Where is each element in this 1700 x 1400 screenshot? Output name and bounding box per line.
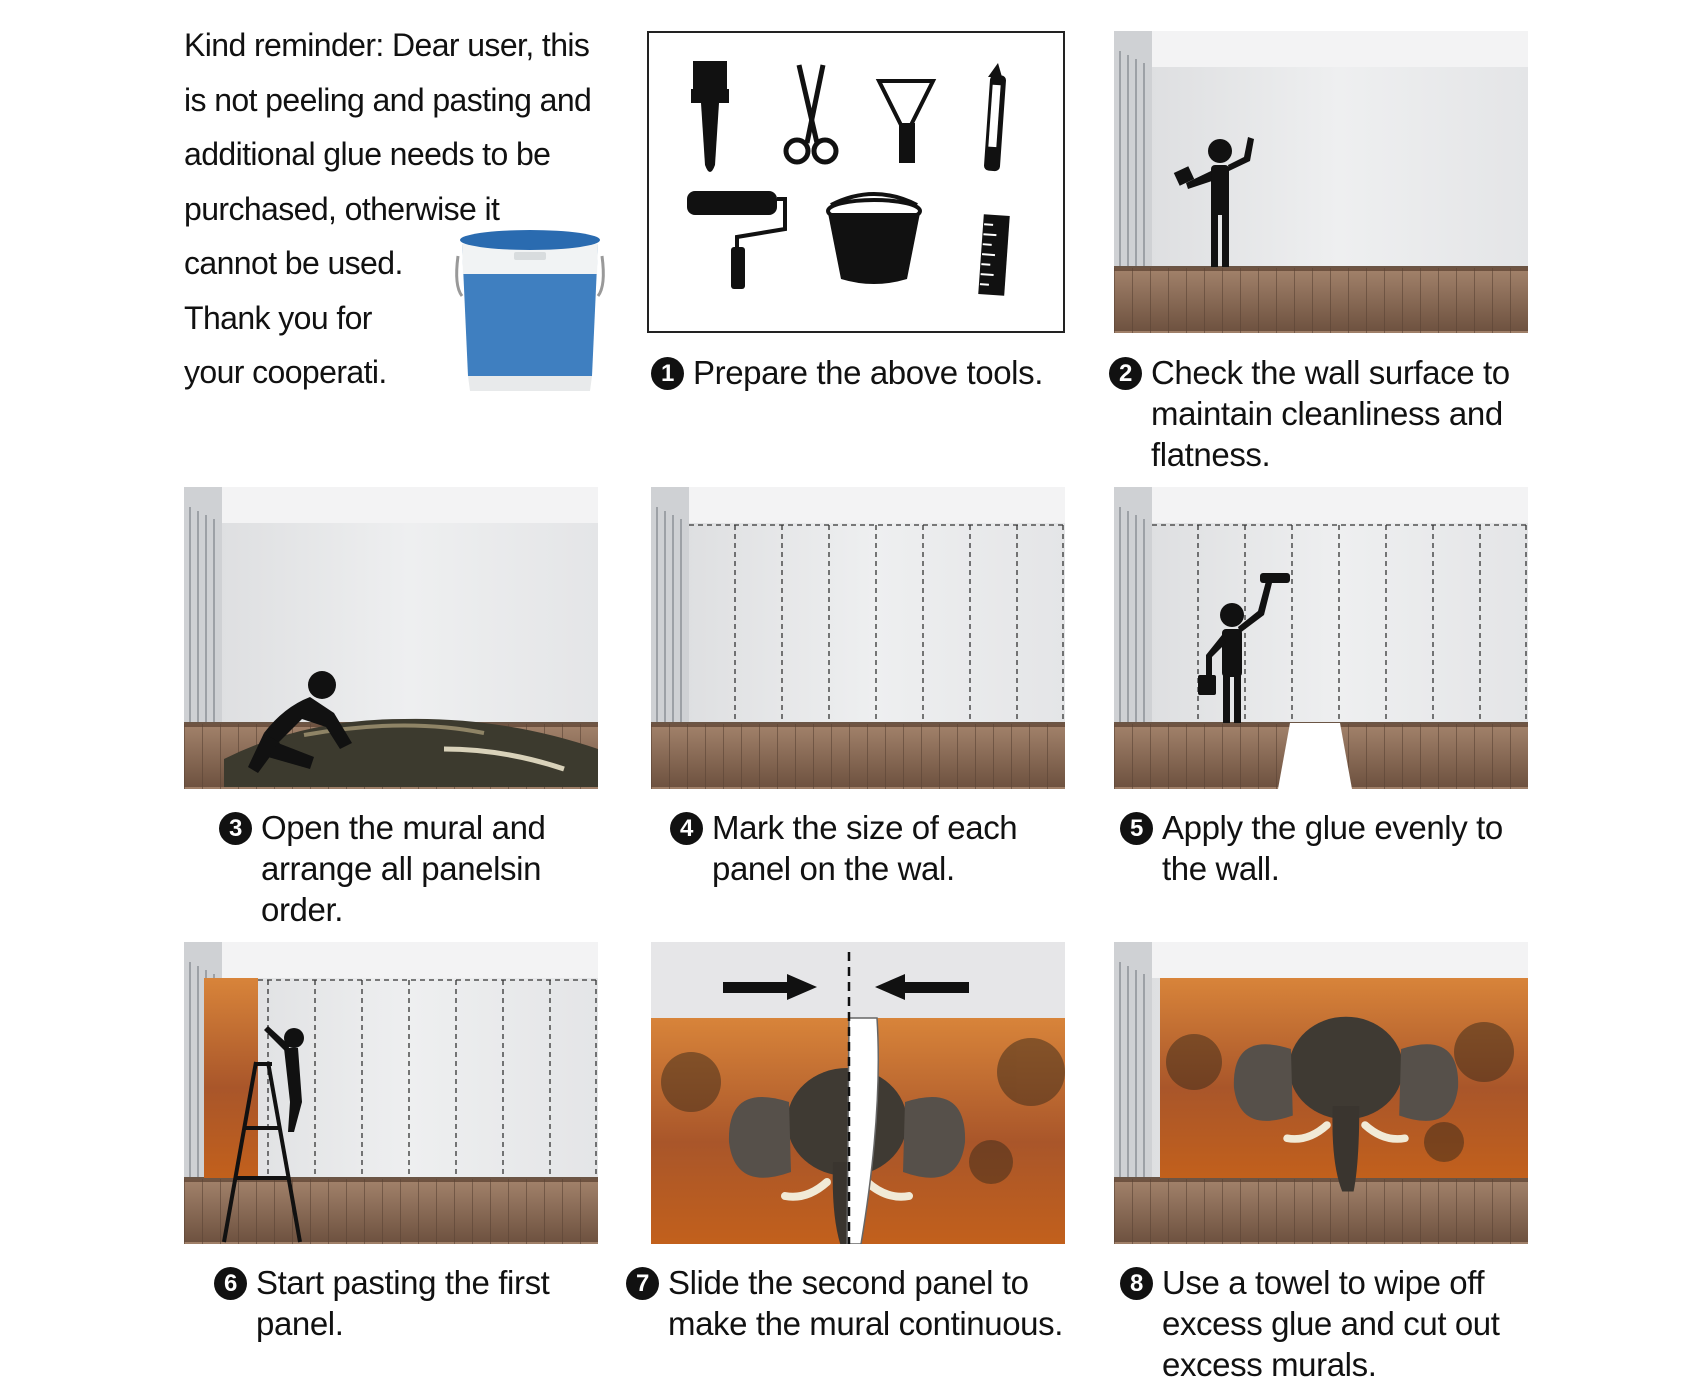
step-caption (1109, 352, 1510, 475)
reminder-line: Thank you for (184, 299, 372, 336)
step-line: Start pasting the first (256, 1264, 550, 1301)
paint-roller-icon (687, 191, 785, 289)
ruler-icon (978, 214, 1010, 296)
scissors-icon (786, 65, 836, 162)
reminder-line: purchased, otherwise it (184, 190, 500, 227)
scraper-icon (879, 81, 933, 163)
scene-mark-panels (651, 487, 1065, 789)
scene-check-wall (1114, 31, 1528, 333)
step-number: 1 (651, 357, 684, 390)
step-caption (214, 1262, 549, 1344)
step-line: Check the wall surface to (1151, 354, 1510, 391)
step-line: panel on the wal. (712, 850, 955, 887)
step-caption (1120, 807, 1503, 889)
step-line: Open the mural and (261, 809, 546, 846)
step-caption (1120, 1262, 1500, 1385)
bucket-icon (828, 194, 920, 284)
reminder-line: Kind reminder: Dear user, this (184, 27, 590, 63)
step-line: Use a towel to wipe off (1162, 1264, 1485, 1301)
reminder-line: is not peeling and pasting and (184, 81, 592, 118)
step-line: Slide the second panel to (668, 1264, 1029, 1301)
step-line: Mark the size of each (712, 809, 1018, 846)
step-number: 6 (214, 1267, 247, 1300)
step-line: excess murals. (1162, 1346, 1377, 1383)
step-number: 7 (626, 1267, 659, 1300)
step-line: panel. (256, 1305, 344, 1342)
step-line: make the mural continuous. (668, 1305, 1063, 1342)
tools-box (647, 31, 1065, 333)
step-number: 3 (219, 812, 252, 845)
step-caption (626, 1262, 1063, 1344)
step-line: arrange all panelsin (261, 850, 542, 887)
step-line: Apply the glue evenly to (1162, 809, 1503, 846)
reminder-line: additional glue needs to be (184, 136, 551, 172)
step-line: the wall. (1162, 850, 1280, 887)
step-number: 2 (1109, 357, 1142, 390)
scene-first-panel (184, 942, 598, 1244)
step-caption (219, 807, 545, 930)
utility-knife-icon (984, 63, 1007, 171)
step-line: maintain cleanliness and (1151, 395, 1503, 432)
glue-bucket-icon (452, 226, 608, 398)
reminder-line: your cooperati. (184, 354, 387, 390)
scene-slide-panel (651, 942, 1065, 1244)
step-caption (651, 352, 1043, 393)
step-line: Prepare the above tools. (693, 354, 1043, 391)
step-number: 4 (670, 812, 703, 845)
reminder-line: cannot be used. (184, 245, 403, 281)
paint-brush-icon (691, 61, 729, 172)
step-number: 5 (1120, 812, 1153, 845)
step-caption (670, 807, 1017, 889)
step-line: flatness. (1151, 436, 1271, 473)
step-line: order. (261, 891, 343, 928)
step-number: 8 (1120, 1267, 1153, 1300)
step-line: excess glue and cut out (1162, 1305, 1500, 1342)
scene-finished-mural (1114, 942, 1528, 1244)
scene-apply-glue (1114, 487, 1528, 789)
scene-open-mural (184, 487, 598, 789)
